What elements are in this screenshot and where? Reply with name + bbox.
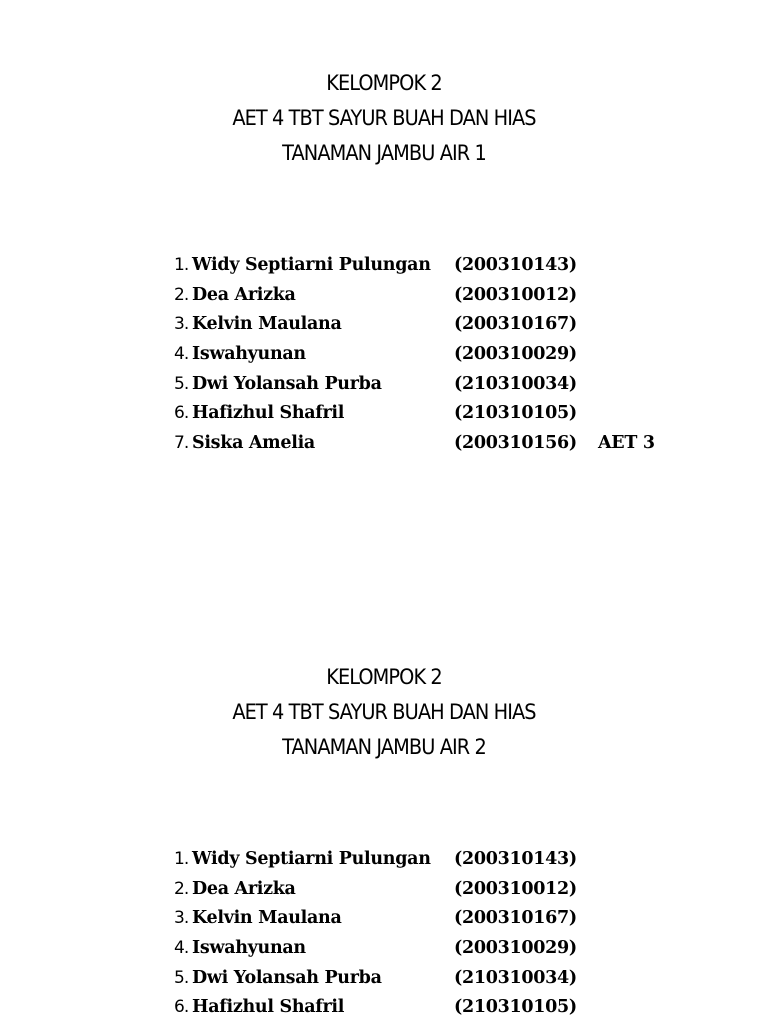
member-name: Widy Septiarni Pulungan [192,255,431,275]
member-number: 4. [174,938,189,959]
heading-line-course: AET 4 TBT SAYUR BUAH DAN HIAS [232,700,536,724]
member-id: (200310012) [454,284,577,305]
member-number: 5. [174,967,189,988]
member-row [174,403,734,433]
member-row [174,908,734,938]
member-number: 6. [174,403,189,424]
member-row [174,968,734,998]
group-heading [31,660,738,765]
member-id: (210310034) [454,373,577,394]
heading-line-topic: TANAMAN JAMBU AIR 1 [282,141,486,165]
member-row [174,938,734,968]
member-name: Siska Amelia [192,433,315,454]
group-section-1 [0,66,768,454]
member-number: 2. [174,878,189,899]
member-id: (200310029) [454,938,577,959]
member-name: Kelvin Maulana [192,908,342,929]
member-id: (200310156) [454,433,577,454]
member-id: (200310167) [454,314,577,335]
member-row [174,344,734,374]
member-row [174,314,734,344]
member-note: AET 3 [598,433,655,454]
member-id: (210310105) [454,997,577,1018]
member-list [174,255,734,463]
group-heading [31,66,738,171]
heading-line-group: KELOMPOK 2 [326,71,442,95]
member-row [174,255,734,285]
member-number: 3. [174,908,189,929]
member-number: 2. [174,284,189,305]
member-id: (200310012) [454,878,577,899]
heading-line-course: AET 4 TBT SAYUR BUAH DAN HIAS [232,106,536,130]
member-name: Dea Arizka [192,284,296,305]
member-name: Kelvin Maulana [192,314,342,335]
member-number: 7. [174,433,189,454]
heading-line-topic: TANAMAN JAMBU AIR 2 [282,735,486,759]
member-name: Iswahyunan [192,938,306,959]
member-name: Widy Septiarni Pulungan [192,849,431,869]
group-section-2 [0,660,768,1018]
member-list [174,849,734,1027]
member-name: Dea Arizka [192,878,296,899]
member-number: 5. [174,373,189,394]
member-name: Iswahyunan [192,344,306,365]
member-id: (200310143) [454,255,577,275]
member-id: (200310167) [454,908,577,929]
member-number: 3. [174,314,189,335]
member-name: Hafizhul Shafril [192,403,345,424]
member-number: 4. [174,344,189,365]
member-row [174,433,734,463]
member-number: 1. [174,255,189,275]
member-row [174,374,734,404]
member-name: Dwi Yolansah Purba [192,967,382,988]
member-id: (200310029) [454,344,577,365]
member-row [174,849,734,879]
member-id: (210310105) [454,403,577,424]
member-name: Dwi Yolansah Purba [192,373,382,394]
member-number: 1. [174,849,189,869]
member-id: (210310034) [454,967,577,988]
heading-line-group: KELOMPOK 2 [326,665,442,689]
member-row [174,997,734,1027]
member-name: Hafizhul Shafril [192,997,345,1018]
member-row [174,285,734,315]
member-row [174,879,734,909]
member-number: 6. [174,997,189,1018]
member-id: (200310143) [454,849,577,869]
